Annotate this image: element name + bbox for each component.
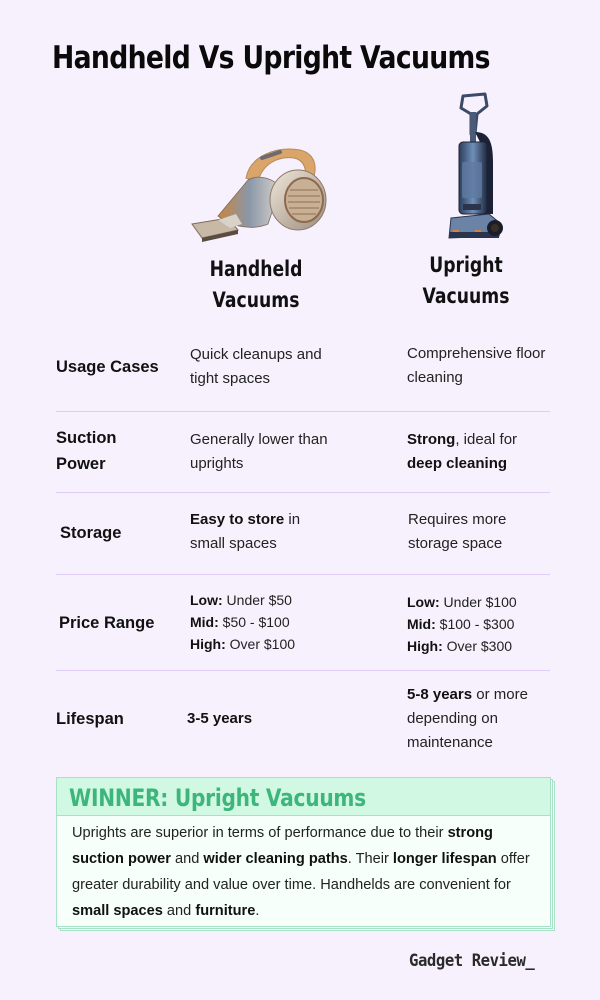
column-header-handheld (190, 254, 321, 316)
page-title: Handheld Vs Upright Vacuums (52, 40, 490, 76)
upright-vacuum-image (445, 92, 507, 240)
handheld-cell (190, 508, 330, 556)
price-value: Over $100 (225, 636, 296, 652)
winner-heading: WINNER: Upright Vacuums (69, 784, 366, 812)
upright-cell (407, 683, 547, 755)
row-label-line: Power (56, 455, 106, 473)
price-line (407, 635, 557, 657)
winner-header (57, 778, 550, 816)
price-value: $100 - $300 (435, 616, 515, 632)
emphasis-text: 3-5 years (187, 710, 253, 727)
winner-summary (57, 816, 550, 924)
row-label-line: Suction (56, 429, 117, 447)
price-value: Under $100 (439, 594, 517, 610)
upright-cell (407, 342, 567, 390)
winner-box (56, 777, 551, 927)
price-line (407, 613, 557, 635)
row-label: Storage (60, 524, 122, 542)
emphasis-text: deep cleaning (407, 455, 508, 472)
emphasis-text: Strong (407, 431, 456, 448)
column-header-upright (400, 250, 531, 312)
row-label: Lifespan (56, 710, 124, 728)
price-line (407, 591, 557, 613)
comparison-table (56, 334, 550, 767)
column-header-line: Upright (429, 253, 503, 277)
cell-line: Comprehensive floor (407, 345, 546, 362)
emphasis-text: strong suction power (72, 825, 493, 867)
handheld-cell (190, 589, 370, 655)
handheld-cell: Generally lower than uprights (190, 431, 328, 472)
column-header-line: Handheld (209, 257, 303, 281)
table-row-price-range (56, 575, 550, 671)
table-row-suction-power (56, 412, 550, 493)
summary-text: offer greater durability and value over time. Handhelds are convenient for (72, 851, 530, 893)
emphasis-text: 5-8 years (407, 686, 473, 703)
emphasis-text: wider cleaning paths (203, 851, 348, 867)
price-line (190, 611, 370, 633)
upright-cell: Requires more storage space (408, 511, 507, 552)
cell-line: tight spaces (190, 370, 271, 387)
summary-text: . Their (347, 851, 393, 867)
table-row-usage-cases (56, 334, 550, 412)
summary-text: and (162, 903, 196, 919)
cell-line: Quick cleanups and (190, 346, 322, 363)
summary-text: Uprights are superior in terms of performance due to their (72, 825, 448, 841)
row-label: Usage Cases (56, 358, 159, 376)
table-row-lifespan (56, 671, 550, 767)
price-tier-label: Mid: (190, 614, 219, 630)
price-tier-label: Low: (407, 594, 440, 610)
column-header-line: Vacuums (422, 284, 510, 308)
column-header-line: Vacuums (212, 288, 300, 312)
handheld-cell (187, 707, 367, 731)
cell-text: in small spaces (190, 511, 301, 552)
table-row-storage (56, 493, 550, 575)
emphasis-text: Easy to store (190, 511, 285, 528)
price-value: $50 - $100 (218, 614, 290, 630)
row-label (56, 425, 117, 477)
price-value: Over $300 (442, 638, 513, 654)
handheld-cell (190, 343, 370, 391)
price-tier-label: Low: (190, 592, 223, 608)
summary-text: . (255, 903, 260, 919)
brand-logo: Gadget Review_ (409, 951, 535, 971)
price-tier-label: High: (190, 636, 226, 652)
price-tier-label: Mid: (407, 616, 436, 632)
upright-cell (407, 428, 557, 476)
price-line (190, 589, 370, 611)
price-line (190, 633, 370, 655)
price-value: Under $50 (222, 592, 292, 608)
summary-text: and (170, 851, 204, 867)
emphasis-text: small spaces (72, 903, 163, 919)
handheld-vacuum-image (188, 138, 328, 242)
emphasis-text: furniture (195, 903, 256, 919)
emphasis-text: longer lifespan (392, 851, 497, 867)
upright-cell (407, 591, 557, 657)
row-label: Price Range (59, 614, 155, 632)
cell-text: or more depending on maintenance (407, 686, 528, 751)
cell-line: cleaning (407, 369, 463, 386)
winner-card (56, 777, 551, 927)
price-tier-label: High: (407, 638, 443, 654)
cell-text: , ideal for (455, 431, 518, 448)
